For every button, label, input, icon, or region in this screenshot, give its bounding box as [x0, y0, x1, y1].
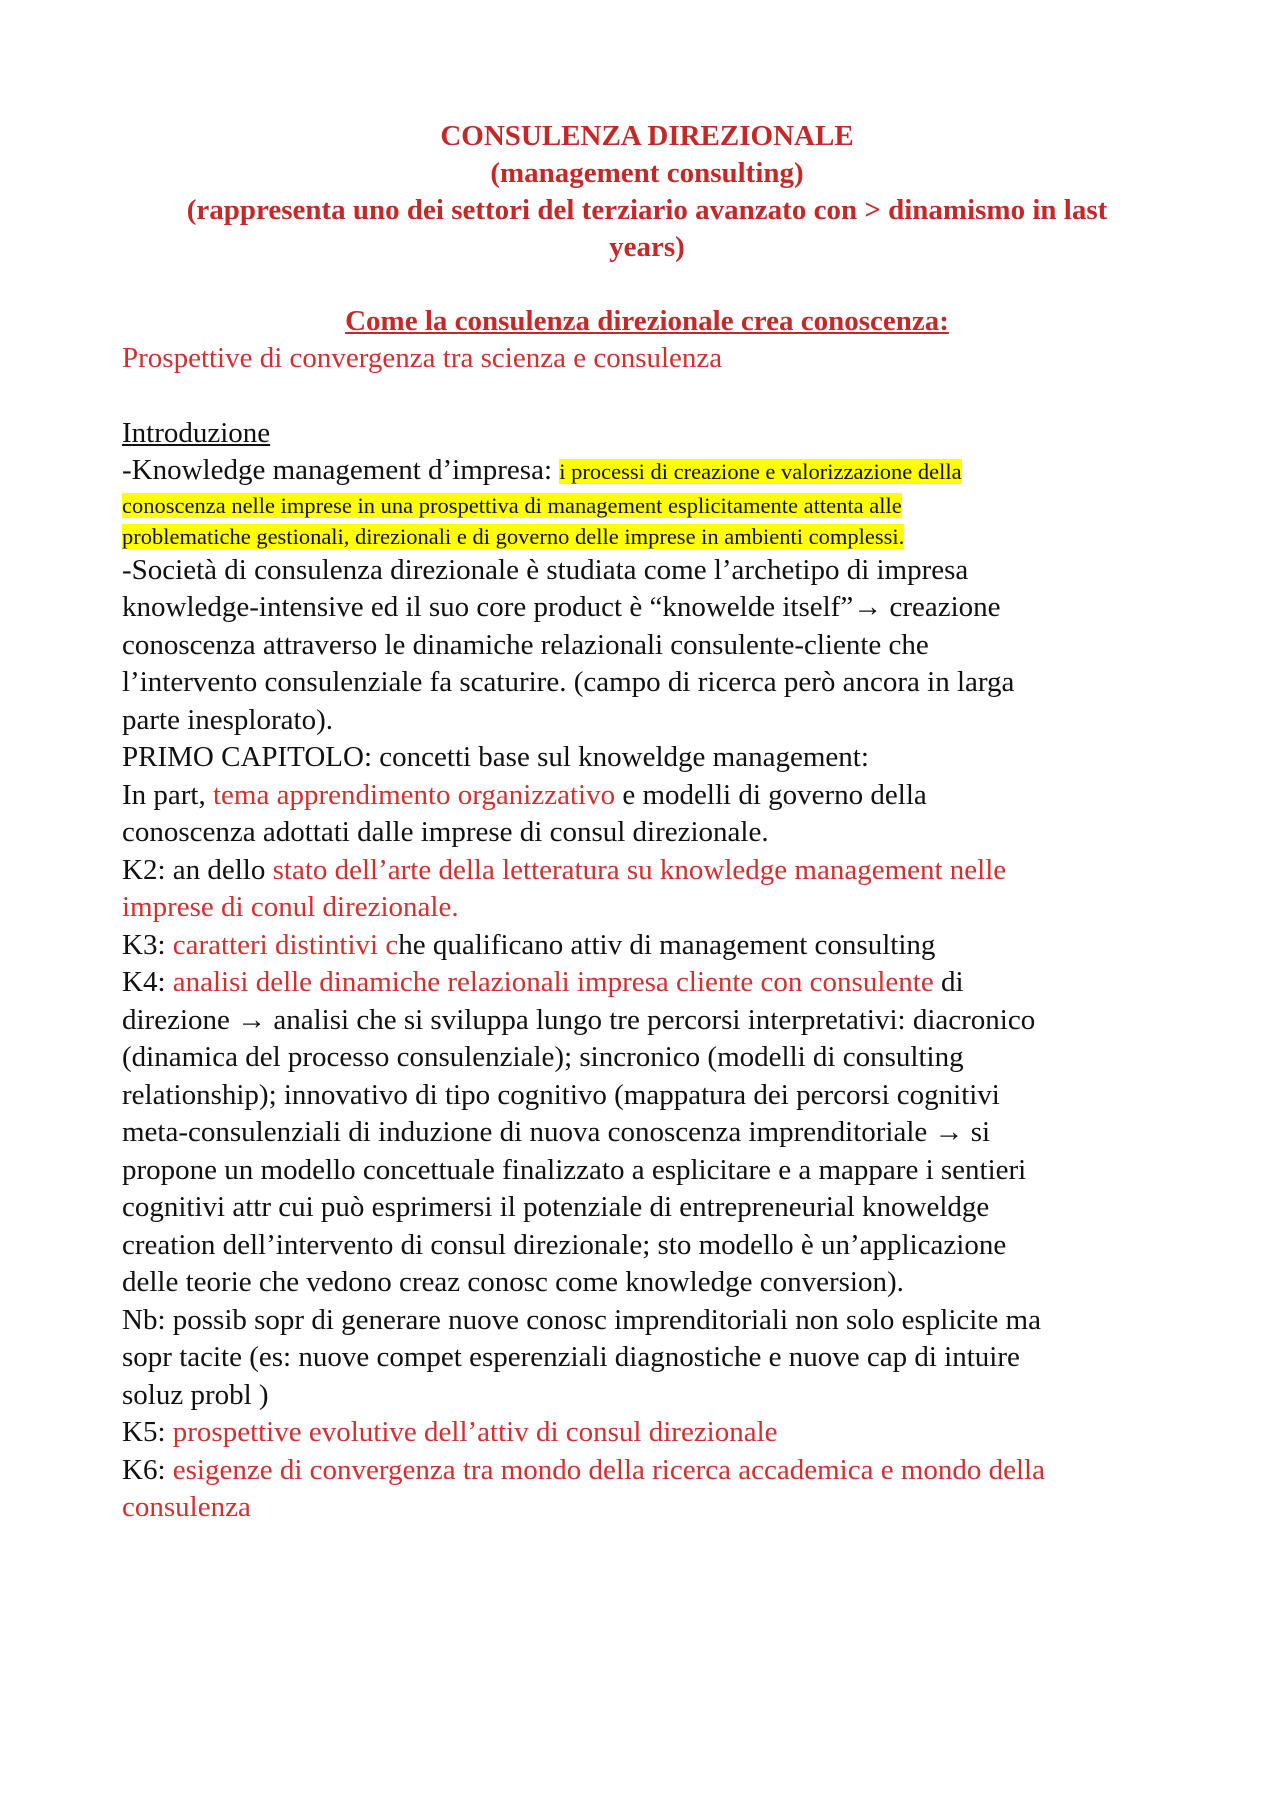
- k4-line-1: [122, 964, 1172, 1002]
- document-subtitle: (management consulting): [490, 157, 804, 189]
- inpart-red: tema apprendimento organizzativo: [213, 778, 616, 811]
- k4-line-7: cognitivi attr cui può esprimersi il potenziale di entrepreneurial knoweldge: [122, 1191, 990, 1223]
- k6-red-2: consulenza: [122, 1491, 251, 1523]
- document-description-line-1: (rappresenta uno dei settori del terziario avanzato con > dinamismo in last: [186, 194, 1108, 226]
- primo-capitolo: PRIMO CAPITOLO: concetti base sul knoweldge management:: [122, 741, 869, 773]
- nb-line-3: soluz probl ): [122, 1378, 269, 1411]
- k4-prefix: K4:: [122, 966, 173, 998]
- km-highlight-block: [122, 490, 1172, 552]
- section-subtitle: Prospettive di convergenza tra scienza e consulenza: [122, 342, 723, 374]
- inpart-suffix: e modelli di governo della: [615, 778, 927, 811]
- document-title: CONSULENZA DIREZIONALE: [440, 120, 854, 152]
- section-title: Come la consulenza direzionale crea conoscenza:: [345, 305, 949, 337]
- nb-line-1: Nb: possib sopr di generare nuove conosc imprenditoriali non solo esplicite ma: [122, 1303, 1041, 1336]
- k4-suffix: di: [933, 966, 964, 998]
- nb-line-2: sopr tacite (es: nuove compet esperenziali diagnostiche e nuove cap di intuire: [122, 1341, 1020, 1373]
- km-paragraph: [122, 452, 1172, 490]
- km-highlight-3: problematiche gestionali, direzionali e di governo delle imprese in ambienti complessi.: [122, 523, 905, 549]
- k2-line-1: [122, 852, 1172, 890]
- k5-red: prospettive evolutive dell’attiv di consul direzionale: [172, 1416, 778, 1448]
- k4-line-5: meta-consulenziali di induzione di nuova conoscenza imprenditoriale → si: [122, 1116, 991, 1148]
- k5-line: [122, 1414, 1172, 1452]
- k2-prefix: K2: an dello: [122, 853, 273, 886]
- k6-red-1: esigenze di convergenza tra mondo della ricerca accademica e mondo della: [172, 1453, 1045, 1486]
- k4-line-4: relationship); innovativo di tipo cognitivo (mappatura dei percorsi cognitivi: [122, 1078, 1000, 1111]
- intro-heading: Introduzione: [122, 416, 271, 449]
- k3-suffix: he qualificano attiv di management consulting: [398, 928, 936, 961]
- blank-line: [122, 266, 1172, 303]
- k3-red: caratteri distintivi c: [172, 928, 399, 961]
- k4-line-9: delle teorie che vedono creaz conosc come knowledge conversion).: [122, 1266, 904, 1298]
- document-description-line-2: years): [609, 231, 685, 263]
- document-header: [122, 118, 1172, 266]
- k4-line-8: creation dell’intervento di consul direzionale; sto modello è un’applicazione: [122, 1228, 1007, 1261]
- k4-red: analisi delle dinamiche relazionali impresa cliente con consulente: [172, 966, 934, 998]
- inpart-prefix: In part,: [122, 778, 213, 811]
- k5-prefix: K5:: [122, 1416, 173, 1448]
- document-page: [122, 118, 1172, 1527]
- k4-line-3: (dinamica del processo consulenziale); sincronico (modelli di consulting: [122, 1041, 964, 1073]
- km-label: -Knowledge management d’impresa:: [122, 454, 560, 486]
- inpart-line-2: conoscenza adottati dalle imprese di consul direzionale.: [122, 816, 769, 848]
- societa-line-5: parte inesplorato).: [122, 703, 333, 736]
- blank-line: [122, 378, 1172, 415]
- k2-red-2: imprese di conul direzionale.: [122, 891, 459, 923]
- k6-prefix: K6:: [122, 1453, 173, 1486]
- k6-line-1: [122, 1452, 1172, 1490]
- km-highlight-1: i processi di creazione e valorizzazione della: [559, 459, 962, 484]
- societa-line-2: knowledge-intensive ed il suo core product è “knowelde itself”→ creazione: [122, 591, 1001, 623]
- societa-line-1: -Società di consulenza direzionale è studiata come l’archetipo di impresa: [122, 553, 969, 586]
- k4-line-2: direzione → analisi che si sviluppa lungo tre percorsi interpretativi: diacronico: [122, 1003, 1036, 1036]
- k3-line: [122, 927, 1172, 965]
- societa-line-3: conoscenza attraverso le dinamiche relazionali consulente-cliente che: [122, 628, 929, 661]
- k3-prefix: K3:: [122, 928, 173, 961]
- k2-red-1: stato dell’arte della letteratura su knowledge management nelle: [272, 853, 1007, 886]
- k4-line-6: propone un modello concettuale finalizzato a esplicitare e a mappare i sentieri: [122, 1153, 1027, 1186]
- societa-line-4: l’intervento consulenziale fa scaturire. (campo di ricerca però ancora in larga: [122, 666, 1015, 698]
- inpart-line-1: [122, 777, 1172, 815]
- km-highlight-2: conoscenza nelle imprese in una prospettiva di management esplicitamente attenta alle: [122, 492, 902, 518]
